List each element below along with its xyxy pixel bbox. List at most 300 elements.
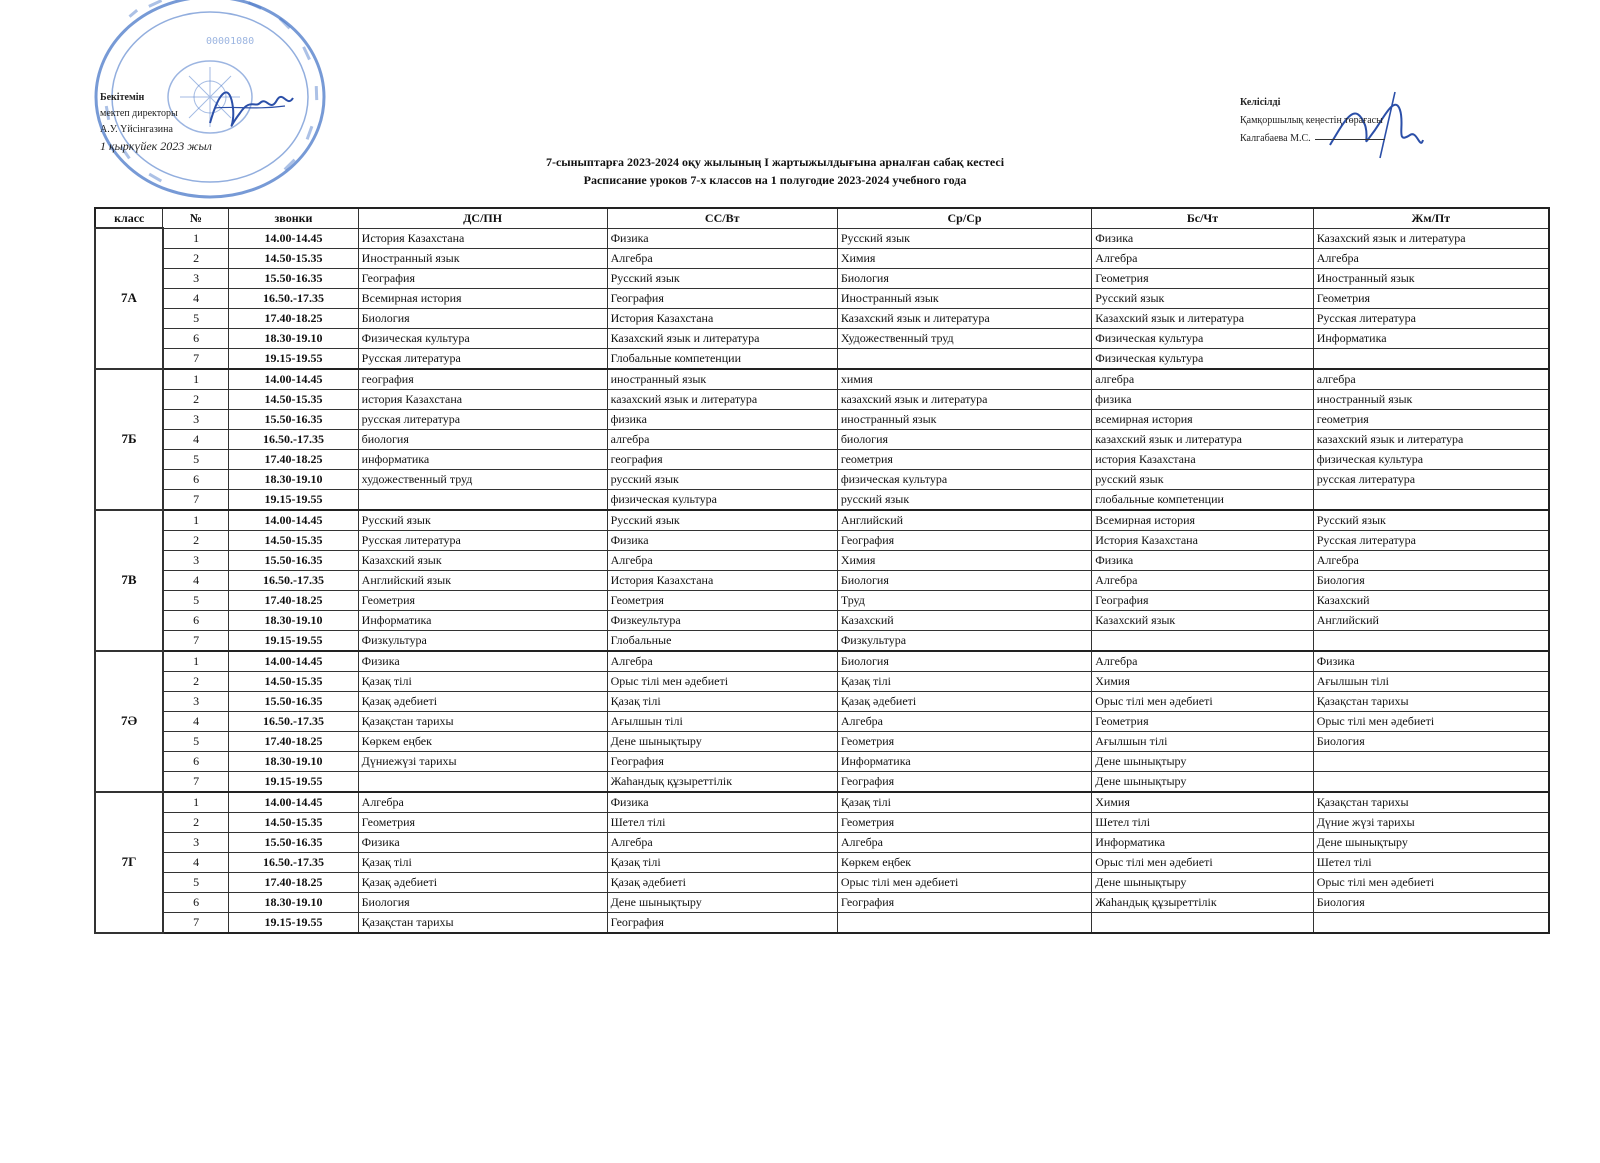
bell-time: 15.50-16.35 bbox=[229, 691, 358, 711]
subject-cell: русский язык bbox=[837, 489, 1091, 510]
lesson-number: 6 bbox=[163, 610, 229, 630]
subject-cell: Геометрия bbox=[358, 812, 607, 832]
agree-position: Қамқоршылық кеңестің төрағасы bbox=[1240, 115, 1383, 126]
subject-cell: Ағылшын тілі bbox=[607, 711, 837, 731]
subject-cell: Физика bbox=[358, 832, 607, 852]
table-row bbox=[95, 449, 1549, 469]
agree-name: Калгабаева М.С. bbox=[1240, 133, 1311, 144]
bell-time: 15.50-16.35 bbox=[229, 550, 358, 570]
subject-cell: иностранный язык bbox=[1313, 389, 1549, 409]
title-kazakh: 7-сыныптарға 2023-2024 оқу жылының І жартыжылдығына арналған сабақ кестесі bbox=[545, 155, 1005, 169]
subject-cell: география bbox=[607, 449, 837, 469]
bell-time: 14.00-14.45 bbox=[229, 510, 358, 531]
subject-cell: Алгебра bbox=[1092, 651, 1313, 672]
subject-cell: Биология bbox=[1313, 731, 1549, 751]
lesson-number: 6 bbox=[163, 751, 229, 771]
subject-cell: Жаһандық құзыреттілік bbox=[607, 771, 837, 792]
bell-time: 14.50-15.35 bbox=[229, 812, 358, 832]
lesson-number: 7 bbox=[163, 630, 229, 651]
subject-cell: Биология bbox=[837, 651, 1091, 672]
class-label: 7Г bbox=[95, 792, 163, 933]
subject-cell: Химия bbox=[1092, 792, 1313, 813]
subject-cell: Орыс тілі мен әдебиеті bbox=[1092, 691, 1313, 711]
subject-cell: казахский язык и литература bbox=[837, 389, 1091, 409]
lesson-number: 1 bbox=[163, 228, 229, 248]
subject-cell: Казахский язык bbox=[1092, 610, 1313, 630]
bell-time: 16.50.-17.35 bbox=[229, 288, 358, 308]
subject-cell: География bbox=[1092, 590, 1313, 610]
subject-cell: Казахский язык и литература bbox=[837, 308, 1091, 328]
lesson-number: 5 bbox=[163, 872, 229, 892]
subject-cell: Геометрия bbox=[837, 731, 1091, 751]
subject-cell: Химия bbox=[837, 550, 1091, 570]
subject-cell: Биология bbox=[1313, 570, 1549, 590]
table-row bbox=[95, 852, 1549, 872]
bell-time: 14.00-14.45 bbox=[229, 792, 358, 813]
bell-time: 15.50-16.35 bbox=[229, 268, 358, 288]
subject-cell: Қазақстан тарихы bbox=[1313, 792, 1549, 813]
subject-cell: Русская литература bbox=[358, 348, 607, 369]
table-row bbox=[95, 389, 1549, 409]
bell-time: 16.50.-17.35 bbox=[229, 852, 358, 872]
class-label: 7В bbox=[95, 510, 163, 651]
subject-cell: Казахский bbox=[1313, 590, 1549, 610]
lesson-number: 4 bbox=[163, 570, 229, 590]
subject-cell: Физическая культура bbox=[358, 328, 607, 348]
table-row bbox=[95, 369, 1549, 390]
column-header: Жм/Пт bbox=[1313, 208, 1549, 228]
subject-cell: Орыс тілі мен әдебиеті bbox=[837, 872, 1091, 892]
lesson-number: 2 bbox=[163, 389, 229, 409]
lesson-number: 1 bbox=[163, 651, 229, 672]
subject-cell: всемирная история bbox=[1092, 409, 1313, 429]
subject-cell: Химия bbox=[1092, 671, 1313, 691]
bell-time: 14.50-15.35 bbox=[229, 530, 358, 550]
subject-cell: Всемирная история bbox=[358, 288, 607, 308]
subject-cell: История Казахстана bbox=[1092, 530, 1313, 550]
table-row bbox=[95, 711, 1549, 731]
bell-time: 17.40-18.25 bbox=[229, 449, 358, 469]
class-label: 7Ә bbox=[95, 651, 163, 792]
table-row bbox=[95, 409, 1549, 429]
subject-cell: Казахский язык и литература bbox=[607, 328, 837, 348]
subject-cell: Алгебра bbox=[607, 550, 837, 570]
table-row bbox=[95, 268, 1549, 288]
column-header: СС/Вт bbox=[607, 208, 837, 228]
bell-time: 18.30-19.10 bbox=[229, 328, 358, 348]
approve-date: 1 қыркүйек 2023 жыл bbox=[100, 139, 212, 153]
subject-cell: Орыс тілі мен әдебиеті bbox=[1313, 872, 1549, 892]
table-row bbox=[95, 792, 1549, 813]
subject-cell: казахский язык и литература bbox=[607, 389, 837, 409]
subject-cell: Русская литература bbox=[1313, 530, 1549, 550]
subject-cell: Английский bbox=[1313, 610, 1549, 630]
header-row bbox=[95, 208, 1549, 228]
subject-cell: Всемирная история bbox=[1092, 510, 1313, 531]
subject-cell: Информатика bbox=[358, 610, 607, 630]
lesson-number: 4 bbox=[163, 429, 229, 449]
subject-cell: Қазақ тілі bbox=[607, 852, 837, 872]
subject-cell: Химия bbox=[837, 248, 1091, 268]
subject-cell: Алгебра bbox=[607, 651, 837, 672]
table-row bbox=[95, 248, 1549, 268]
subject-cell: География bbox=[607, 751, 837, 771]
subject-cell: Геометрия bbox=[1313, 288, 1549, 308]
lesson-number: 6 bbox=[163, 892, 229, 912]
subject-cell: Глобальные bbox=[607, 630, 837, 651]
bell-time: 17.40-18.25 bbox=[229, 731, 358, 751]
subject-cell: Алгебра bbox=[607, 248, 837, 268]
bell-time: 14.00-14.45 bbox=[229, 369, 358, 390]
subject-cell: Физическая культура bbox=[1092, 348, 1313, 369]
subject-cell: Русский язык bbox=[1313, 510, 1549, 531]
subject-cell: Орыс тілі мен әдебиеті bbox=[1313, 711, 1549, 731]
lesson-number: 3 bbox=[163, 409, 229, 429]
subject-cell: Дене шынықтыру bbox=[607, 731, 837, 751]
director-signature bbox=[205, 78, 295, 138]
subject-cell: Дүние жүзі тарихы bbox=[1313, 812, 1549, 832]
subject-cell: История Казахстана bbox=[607, 570, 837, 590]
table-row bbox=[95, 912, 1549, 933]
bell-time: 19.15-19.55 bbox=[229, 771, 358, 792]
table-row bbox=[95, 892, 1549, 912]
lesson-number: 1 bbox=[163, 369, 229, 390]
subject-cell: Английский bbox=[837, 510, 1091, 531]
lesson-number: 4 bbox=[163, 852, 229, 872]
bell-time: 14.50-15.35 bbox=[229, 671, 358, 691]
subject-cell: Глобальные компетенции bbox=[607, 348, 837, 369]
approve-position: мектеп директоры bbox=[100, 108, 178, 119]
subject-cell: Геометрия bbox=[1092, 711, 1313, 731]
subject-cell: казахский язык и литература bbox=[1313, 429, 1549, 449]
subject-cell: Ағылшын тілі bbox=[1092, 731, 1313, 751]
subject-cell: Қазақ тілі bbox=[837, 671, 1091, 691]
bell-time: 18.30-19.10 bbox=[229, 610, 358, 630]
table-row bbox=[95, 691, 1549, 711]
subject-cell: химия bbox=[837, 369, 1091, 390]
lesson-number: 5 bbox=[163, 590, 229, 610]
subject-cell bbox=[1313, 771, 1549, 792]
subject-cell: География bbox=[358, 268, 607, 288]
lesson-number: 7 bbox=[163, 489, 229, 510]
subject-cell: Геометрия bbox=[1092, 268, 1313, 288]
subject-cell: Шетел тілі bbox=[607, 812, 837, 832]
subject-cell: алгебра bbox=[1313, 369, 1549, 390]
table-row bbox=[95, 308, 1549, 328]
subject-cell bbox=[837, 348, 1091, 369]
subject-cell: Қазақстан тарихы bbox=[358, 711, 607, 731]
subject-cell: Казахский bbox=[837, 610, 1091, 630]
table-row bbox=[95, 510, 1549, 531]
subject-cell: Иностранный язык bbox=[837, 288, 1091, 308]
subject-cell: иностранный язык bbox=[607, 369, 837, 390]
bell-time: 14.50-15.35 bbox=[229, 248, 358, 268]
subject-cell: Английский язык bbox=[358, 570, 607, 590]
subject-cell: Физика bbox=[1092, 228, 1313, 248]
column-header: № bbox=[163, 208, 229, 228]
lesson-number: 3 bbox=[163, 268, 229, 288]
subject-cell: Информатика bbox=[837, 751, 1091, 771]
lesson-number: 3 bbox=[163, 691, 229, 711]
subject-cell: Қазақ тілі bbox=[358, 852, 607, 872]
subject-cell: Көркем еңбек bbox=[837, 852, 1091, 872]
bell-time: 15.50-16.35 bbox=[229, 409, 358, 429]
subject-cell: русский язык bbox=[1092, 469, 1313, 489]
subject-cell: Русская литература bbox=[1313, 308, 1549, 328]
subject-cell: Художественный труд bbox=[837, 328, 1091, 348]
table-row bbox=[95, 832, 1549, 852]
subject-cell: Шетел тілі bbox=[1092, 812, 1313, 832]
subject-cell: Қазақ әдебиеті bbox=[607, 872, 837, 892]
table-row bbox=[95, 429, 1549, 449]
subject-cell: Русская литература bbox=[358, 530, 607, 550]
subject-cell: Қазақстан тарихы bbox=[358, 912, 607, 933]
lesson-number: 4 bbox=[163, 288, 229, 308]
subject-cell: художественный труд bbox=[358, 469, 607, 489]
bell-time: 18.30-19.10 bbox=[229, 892, 358, 912]
subject-cell: Қазақ әдебиеті bbox=[358, 872, 607, 892]
subject-cell: Физика bbox=[607, 792, 837, 813]
subject-cell: Биология bbox=[358, 892, 607, 912]
lesson-number: 4 bbox=[163, 711, 229, 731]
subject-cell: казахский язык и литература bbox=[1092, 429, 1313, 449]
subject-cell: Қазақстан тарихы bbox=[1313, 691, 1549, 711]
schedule-table bbox=[94, 207, 1550, 934]
subject-cell: информатика bbox=[358, 449, 607, 469]
table-row bbox=[95, 469, 1549, 489]
table-row bbox=[95, 812, 1549, 832]
bell-time: 19.15-19.55 bbox=[229, 912, 358, 933]
subject-cell: история Казахстана bbox=[358, 389, 607, 409]
lesson-number: 3 bbox=[163, 832, 229, 852]
column-header: Ср/Ср bbox=[837, 208, 1091, 228]
subject-cell: Иностранный язык bbox=[358, 248, 607, 268]
subject-cell: русский язык bbox=[607, 469, 837, 489]
table-row bbox=[95, 731, 1549, 751]
subject-cell: Дене шынықтыру bbox=[1313, 832, 1549, 852]
subject-cell: География bbox=[837, 771, 1091, 792]
subject-cell: Қазақ тілі bbox=[837, 792, 1091, 813]
subject-cell: Казахский язык и литература bbox=[1092, 308, 1313, 328]
subject-cell: Алгебра bbox=[607, 832, 837, 852]
column-header: звонки bbox=[229, 208, 358, 228]
subject-cell: География bbox=[607, 912, 837, 933]
subject-cell: Алгебра bbox=[837, 711, 1091, 731]
table-row bbox=[95, 630, 1549, 651]
subject-cell: Физкультура bbox=[358, 630, 607, 651]
lesson-number: 5 bbox=[163, 449, 229, 469]
lesson-number: 2 bbox=[163, 812, 229, 832]
subject-cell: Физкеультура bbox=[607, 610, 837, 630]
bell-time: 14.50-15.35 bbox=[229, 389, 358, 409]
subject-cell bbox=[1313, 630, 1549, 651]
subject-cell: Русский язык bbox=[837, 228, 1091, 248]
subject-cell: Орыс тілі мен әдебиеті bbox=[607, 671, 837, 691]
subject-cell: геометрия bbox=[837, 449, 1091, 469]
title-russian: Расписание уроков 7-х классов на 1 полугодие 2023-2024 учебного года bbox=[583, 173, 967, 187]
approve-name: А.У. Үйсінгазина bbox=[100, 124, 173, 135]
subject-cell: геометрия bbox=[1313, 409, 1549, 429]
subject-cell: Биология bbox=[837, 570, 1091, 590]
subject-cell: биология bbox=[358, 429, 607, 449]
table-row bbox=[95, 228, 1549, 248]
table-row bbox=[95, 771, 1549, 792]
lesson-number: 2 bbox=[163, 248, 229, 268]
bell-time: 19.15-19.55 bbox=[229, 630, 358, 651]
subject-cell: Геометрия bbox=[607, 590, 837, 610]
subject-cell: физика bbox=[1092, 389, 1313, 409]
table-row bbox=[95, 610, 1549, 630]
subject-cell: Физическая культура bbox=[1092, 328, 1313, 348]
subject-cell: Геометрия bbox=[837, 812, 1091, 832]
subject-cell: русская литература bbox=[1313, 469, 1549, 489]
table-row bbox=[95, 751, 1549, 771]
subject-cell: Алгебра bbox=[1313, 550, 1549, 570]
subject-cell: Русский язык bbox=[1092, 288, 1313, 308]
subject-cell: физика bbox=[607, 409, 837, 429]
lesson-number: 3 bbox=[163, 550, 229, 570]
class-label: 7Б bbox=[95, 369, 163, 510]
lesson-number: 6 bbox=[163, 469, 229, 489]
approve-title: Бекітемін bbox=[100, 92, 145, 103]
table-row bbox=[95, 530, 1549, 550]
subject-cell: Физика bbox=[358, 651, 607, 672]
subject-cell: алгебра bbox=[1092, 369, 1313, 390]
bell-time: 19.15-19.55 bbox=[229, 348, 358, 369]
subject-cell: алгебра bbox=[607, 429, 837, 449]
subject-cell: Орыс тілі мен әдебиеті bbox=[1092, 852, 1313, 872]
subject-cell bbox=[358, 771, 607, 792]
bell-time: 14.00-14.45 bbox=[229, 651, 358, 672]
subject-cell: Физкультура bbox=[837, 630, 1091, 651]
subject-cell: Физика bbox=[607, 530, 837, 550]
svg-text:00001080: 00001080 bbox=[206, 36, 255, 47]
subject-cell: География bbox=[837, 892, 1091, 912]
subject-cell: Дене шынықтыру bbox=[1092, 751, 1313, 771]
subject-cell: Труд bbox=[837, 590, 1091, 610]
subject-cell: История Казахстана bbox=[607, 308, 837, 328]
subject-cell: Алгебра bbox=[1092, 570, 1313, 590]
subject-cell bbox=[1313, 348, 1549, 369]
table-row bbox=[95, 288, 1549, 308]
subject-cell: иностранный язык bbox=[837, 409, 1091, 429]
subject-cell: русская литература bbox=[358, 409, 607, 429]
subject-cell: биология bbox=[837, 429, 1091, 449]
lesson-number: 2 bbox=[163, 671, 229, 691]
subject-cell: Казахский язык bbox=[358, 550, 607, 570]
class-label: 7А bbox=[95, 228, 163, 369]
subject-cell: Қазақ тілі bbox=[358, 671, 607, 691]
bell-time: 17.40-18.25 bbox=[229, 308, 358, 328]
subject-cell: физическая культура bbox=[1313, 449, 1549, 469]
subject-cell: Алгебра bbox=[837, 832, 1091, 852]
table-row bbox=[95, 872, 1549, 892]
subject-cell: Дүниежүзі тарихы bbox=[358, 751, 607, 771]
document-titles bbox=[0, 153, 1550, 189]
subject-cell bbox=[1313, 751, 1549, 771]
subject-cell: Дене шынықтыру bbox=[607, 892, 837, 912]
subject-cell: Алгебра bbox=[358, 792, 607, 813]
subject-cell: история Казахстана bbox=[1092, 449, 1313, 469]
lesson-number: 7 bbox=[163, 771, 229, 792]
subject-cell: Информатика bbox=[1092, 832, 1313, 852]
subject-cell: Русский язык bbox=[607, 510, 837, 531]
subject-cell: География bbox=[607, 288, 837, 308]
subject-cell: Русский язык bbox=[358, 510, 607, 531]
subject-cell: глобальные компетенции bbox=[1092, 489, 1313, 510]
table-row bbox=[95, 590, 1549, 610]
subject-cell: физическая культура bbox=[837, 469, 1091, 489]
subject-cell bbox=[1313, 489, 1549, 510]
bell-time: 16.50.-17.35 bbox=[229, 711, 358, 731]
subject-cell: Алгебра bbox=[1313, 248, 1549, 268]
subject-cell: Алгебра bbox=[1092, 248, 1313, 268]
approval-block bbox=[100, 90, 212, 154]
subject-cell: Жаһандық құзыреттілік bbox=[1092, 892, 1313, 912]
lesson-number: 6 bbox=[163, 328, 229, 348]
table-row bbox=[95, 328, 1549, 348]
column-header: ДС/ПН bbox=[358, 208, 607, 228]
lesson-number: 1 bbox=[163, 792, 229, 813]
table-row bbox=[95, 489, 1549, 510]
subject-cell: Казахский язык и литература bbox=[1313, 228, 1549, 248]
lesson-number: 5 bbox=[163, 731, 229, 751]
table-row bbox=[95, 570, 1549, 590]
table-row bbox=[95, 671, 1549, 691]
subject-cell: физическая культура bbox=[607, 489, 837, 510]
bell-time: 14.00-14.45 bbox=[229, 228, 358, 248]
subject-cell: История Казахстана bbox=[358, 228, 607, 248]
bell-time: 18.30-19.10 bbox=[229, 751, 358, 771]
bell-time: 16.50.-17.35 bbox=[229, 570, 358, 590]
subject-cell: Русский язык bbox=[607, 268, 837, 288]
signature-line bbox=[1315, 138, 1385, 140]
subject-cell: Ағылшын тілі bbox=[1313, 671, 1549, 691]
lesson-number: 1 bbox=[163, 510, 229, 531]
subject-cell: Биология bbox=[358, 308, 607, 328]
lesson-number: 7 bbox=[163, 912, 229, 933]
table-row bbox=[95, 651, 1549, 672]
subject-cell: Көркем еңбек bbox=[358, 731, 607, 751]
agreement-block bbox=[1240, 94, 1385, 148]
subject-cell: география bbox=[358, 369, 607, 390]
subject-cell: Биология bbox=[1313, 892, 1549, 912]
subject-cell bbox=[1313, 912, 1549, 933]
subject-cell bbox=[1092, 630, 1313, 651]
lesson-number: 2 bbox=[163, 530, 229, 550]
subject-cell: Дене шынықтыру bbox=[1092, 872, 1313, 892]
subject-cell: Дене шынықтыру bbox=[1092, 771, 1313, 792]
subject-cell: Геометрия bbox=[358, 590, 607, 610]
subject-cell: Биология bbox=[837, 268, 1091, 288]
agree-title: Келісілді bbox=[1240, 97, 1281, 108]
subject-cell bbox=[358, 489, 607, 510]
subject-cell: Қазақ әдебиеті bbox=[358, 691, 607, 711]
bell-time: 16.50.-17.35 bbox=[229, 429, 358, 449]
column-header: класс bbox=[95, 208, 163, 228]
bell-time: 15.50-16.35 bbox=[229, 832, 358, 852]
subject-cell: Қазақ тілі bbox=[607, 691, 837, 711]
table-row bbox=[95, 550, 1549, 570]
bell-time: 18.30-19.10 bbox=[229, 469, 358, 489]
subject-cell bbox=[1092, 912, 1313, 933]
lesson-number: 5 bbox=[163, 308, 229, 328]
subject-cell: Физика bbox=[607, 228, 837, 248]
bell-time: 17.40-18.25 bbox=[229, 872, 358, 892]
subject-cell: Шетел тілі bbox=[1313, 852, 1549, 872]
subject-cell: Физика bbox=[1092, 550, 1313, 570]
table-row bbox=[95, 348, 1549, 369]
